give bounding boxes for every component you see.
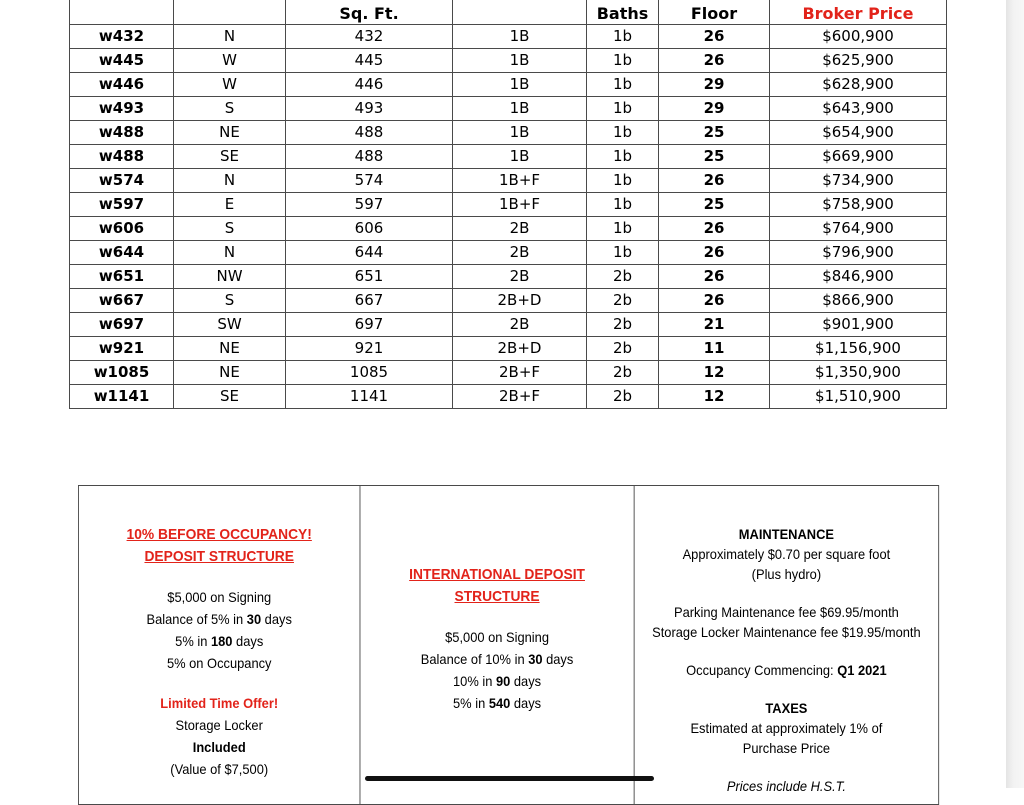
floor-cell: 21 (659, 313, 770, 337)
floor-cell: 26 (659, 49, 770, 73)
sqft-cell: 697 (286, 313, 453, 337)
price-cell: $901,900 (770, 313, 947, 337)
international-signing: $5,000 on Signing (445, 629, 549, 645)
floor-cell: 26 (659, 289, 770, 313)
table-row (70, 265, 947, 289)
hst-note: Prices include H.S.T. (726, 778, 846, 794)
sqft-cell: 446 (286, 73, 453, 97)
type-cell: 1B (453, 121, 587, 145)
floor-cell: 26 (659, 217, 770, 241)
suite-cell: w667 (70, 289, 174, 313)
price-cell: $654,900 (770, 121, 947, 145)
table-row (70, 169, 947, 193)
table-row (70, 289, 947, 313)
price-cell: $1,350,900 (770, 361, 947, 385)
header-suite (70, 0, 174, 25)
suite-cell: w574 (70, 169, 174, 193)
home-indicator[interactable] (365, 776, 654, 781)
suite-cell: w493 (70, 97, 174, 121)
exposure-cell: N (174, 169, 286, 193)
taxes-line1: Estimated at approximately 1% of (690, 720, 883, 736)
type-cell: 1B (453, 73, 587, 97)
price-cell: $625,900 (770, 49, 947, 73)
table-row (70, 193, 947, 217)
type-cell: 2B (453, 313, 587, 337)
table-row (70, 313, 947, 337)
baths-cell: 1b (587, 241, 659, 265)
exposure-cell: S (174, 217, 286, 241)
floor-cell: 12 (659, 385, 770, 409)
sqft-cell: 488 (286, 145, 453, 169)
suite-cell: w597 (70, 193, 174, 217)
exposure-cell: SE (174, 385, 286, 409)
price-cell: $758,900 (770, 193, 947, 217)
floor-cell: 25 (659, 145, 770, 169)
sqft-cell: 606 (286, 217, 453, 241)
type-cell: 1B+F (453, 169, 587, 193)
sqft-cell: 488 (286, 121, 453, 145)
table-row (70, 361, 947, 385)
exposure-cell: NE (174, 337, 286, 361)
exposure-cell: E (174, 193, 286, 217)
header-sqft: Sq. Ft. (286, 0, 453, 25)
exposure-cell: W (174, 49, 286, 73)
header-floor: Floor (659, 0, 770, 25)
storage-fee: Storage Locker Maintenance fee $19.95/month (652, 624, 921, 640)
floor-cell: 11 (659, 337, 770, 361)
floor-cell: 26 (659, 241, 770, 265)
header-broker-price: Broker Price (770, 0, 947, 25)
header-type (453, 0, 587, 25)
table-row (70, 337, 947, 361)
taxes-line2: Purchase Price (742, 740, 831, 756)
suite-cell: w651 (70, 265, 174, 289)
suite-cell: w445 (70, 49, 174, 73)
floor-cell: 12 (659, 361, 770, 385)
table-row (70, 241, 947, 265)
floor-cell: 25 (659, 193, 770, 217)
sqft-cell: 1141 (286, 385, 453, 409)
international-heading-line1: INTERNATIONAL DEPOSIT (409, 566, 585, 583)
type-cell: 2B (453, 241, 587, 265)
type-cell: 1B+F (453, 193, 587, 217)
exposure-cell: NE (174, 361, 286, 385)
deposit-second: 5% in 180 days (175, 633, 264, 649)
baths-cell: 1b (587, 49, 659, 73)
suite-cell: w1085 (70, 361, 174, 385)
exposure-cell: W (174, 73, 286, 97)
sqft-cell: 574 (286, 169, 453, 193)
international-third: 5% in 540 days (453, 695, 542, 711)
type-cell: 1B (453, 97, 587, 121)
baths-cell: 2b (587, 313, 659, 337)
deposit-heading-line2: DEPOSIT STRUCTURE (144, 548, 294, 565)
limited-offer-line3: (Value of $7,500) (170, 761, 269, 777)
suite-cell: w1141 (70, 385, 174, 409)
type-cell: 2B+F (453, 361, 587, 385)
exposure-cell: SE (174, 145, 286, 169)
deposit-balance: Balance of 5% in 30 days (146, 611, 292, 627)
header-baths: Baths (587, 0, 659, 25)
sqft-cell: 1085 (286, 361, 453, 385)
price-cell: $643,900 (770, 97, 947, 121)
price-cell: $846,900 (770, 265, 947, 289)
price-cell: $669,900 (770, 145, 947, 169)
exposure-cell: N (174, 25, 286, 49)
exposure-cell: NW (174, 265, 286, 289)
type-cell: 2B+D (453, 337, 587, 361)
floor-cell: 29 (659, 73, 770, 97)
table-row (70, 49, 947, 73)
limited-offer-line2: Included (192, 739, 246, 755)
sqft-cell: 493 (286, 97, 453, 121)
maintenance-line2: (Plus hydro) (751, 566, 822, 582)
price-cell: $600,900 (770, 25, 947, 49)
international-deposit-column (360, 486, 634, 804)
header-exposure (174, 0, 286, 25)
deposit-heading-line1: 10% BEFORE OCCUPANCY! (126, 526, 312, 543)
suite-cell: w488 (70, 145, 174, 169)
exposure-cell: SW (174, 313, 286, 337)
page-edge-shadow (1006, 0, 1024, 788)
table-row (70, 217, 947, 241)
floor-cell: 26 (659, 169, 770, 193)
baths-cell: 2b (587, 361, 659, 385)
price-cell: $1,156,900 (770, 337, 947, 361)
baths-cell: 1b (587, 145, 659, 169)
suite-cell: w446 (70, 73, 174, 97)
parking-fee: Parking Maintenance fee $69.95/month (673, 604, 899, 620)
price-list-table (69, 0, 947, 409)
table-body (70, 25, 947, 409)
limited-offer-line1: Storage Locker (175, 717, 263, 733)
baths-cell: 1b (587, 73, 659, 97)
table-row (70, 121, 947, 145)
baths-cell: 2b (587, 265, 659, 289)
type-cell: 2B (453, 217, 587, 241)
table-row (70, 97, 947, 121)
floor-cell: 29 (659, 97, 770, 121)
price-cell: $628,900 (770, 73, 947, 97)
exposure-cell: NE (174, 121, 286, 145)
international-second: 10% in 90 days (453, 673, 542, 689)
floor-cell: 26 (659, 25, 770, 49)
suite-cell: w488 (70, 121, 174, 145)
suite-cell: w606 (70, 217, 174, 241)
type-cell: 1B (453, 25, 587, 49)
exposure-cell: S (174, 289, 286, 313)
sqft-cell: 445 (286, 49, 453, 73)
price-cell: $796,900 (770, 241, 947, 265)
type-cell: 2B+F (453, 385, 587, 409)
limited-offer-title: Limited Time Offer! (160, 695, 279, 711)
sqft-cell: 651 (286, 265, 453, 289)
floor-cell: 25 (659, 121, 770, 145)
type-cell: 2B+D (453, 289, 587, 313)
baths-cell: 1b (587, 169, 659, 193)
table-row (70, 385, 947, 409)
deposit-structure-column (79, 486, 361, 804)
international-heading-line2: STRUCTURE (454, 588, 540, 605)
baths-cell: 1b (587, 121, 659, 145)
price-cell: $734,900 (770, 169, 947, 193)
baths-cell: 2b (587, 289, 659, 313)
sqft-cell: 667 (286, 289, 453, 313)
international-balance: Balance of 10% in 30 days (420, 651, 574, 667)
occupancy-commencing: Occupancy Commencing: Q1 2021 (686, 662, 887, 678)
suite-cell: w432 (70, 25, 174, 49)
type-cell: 1B (453, 49, 587, 73)
suite-cell: w921 (70, 337, 174, 361)
exposure-cell: S (174, 97, 286, 121)
maintenance-column (635, 486, 939, 804)
sqft-cell: 921 (286, 337, 453, 361)
price-cell: $1,510,900 (770, 385, 947, 409)
type-cell: 1B (453, 145, 587, 169)
baths-cell: 1b (587, 25, 659, 49)
deposit-signing: $5,000 on Signing (167, 589, 272, 605)
sqft-cell: 432 (286, 25, 453, 49)
sqft-cell: 597 (286, 193, 453, 217)
floor-cell: 26 (659, 265, 770, 289)
baths-cell: 2b (587, 337, 659, 361)
sqft-cell: 644 (286, 241, 453, 265)
baths-cell: 1b (587, 217, 659, 241)
baths-cell: 2b (587, 385, 659, 409)
suite-cell: w697 (70, 313, 174, 337)
price-cell: $764,900 (770, 217, 947, 241)
deposit-info-box (78, 485, 939, 805)
type-cell: 2B (453, 265, 587, 289)
table-header-row (70, 0, 947, 25)
price-cell: $866,900 (770, 289, 947, 313)
baths-cell: 1b (587, 193, 659, 217)
suite-cell: w644 (70, 241, 174, 265)
maintenance-title: MAINTENANCE (738, 526, 834, 542)
exposure-cell: N (174, 241, 286, 265)
table-row (70, 25, 947, 49)
table-row (70, 145, 947, 169)
deposit-occupancy: 5% on Occupancy (166, 655, 272, 671)
baths-cell: 1b (587, 97, 659, 121)
table-row (70, 73, 947, 97)
maintenance-line1: Approximately $0.70 per square foot (682, 546, 891, 562)
taxes-title: TAXES (765, 700, 808, 716)
